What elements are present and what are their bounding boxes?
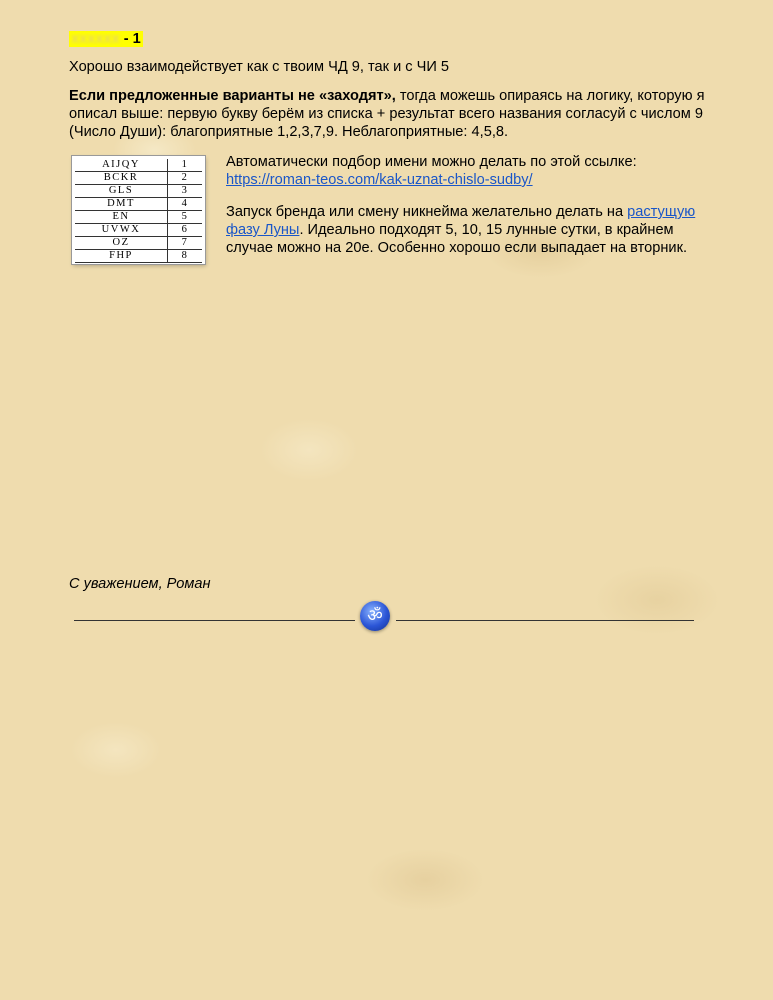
name-heading (69, 30, 709, 48)
letters-cell: FHP (75, 250, 168, 263)
letters-cell: UVWX (75, 224, 168, 237)
table-row (75, 185, 202, 198)
number-cell: 5 (168, 211, 203, 224)
launch-text-before: Запуск бренда или смену никнейма желательно делать на (226, 204, 628, 220)
calculator-link[interactable]: https://roman-teos.com/kak-uznat-chislo-sudby/ (226, 172, 533, 188)
table-row (75, 159, 202, 172)
letters-cell: GLS (75, 185, 168, 198)
compatibility-line: Хорошо взаимодействует как с твоим ЧД 9, так и с ЧИ 5 (69, 59, 450, 75)
number-cell: 1 (168, 159, 203, 172)
letter-number-table (72, 156, 205, 264)
table-row (75, 198, 202, 211)
om-icon: ॐ (360, 601, 390, 631)
advice-paragraph (69, 87, 709, 141)
number-cell: 8 (168, 250, 203, 263)
moon-phase-link[interactable]: растущую фазу Луны (226, 204, 696, 238)
auto-text: Автоматически подбор имени можно делать по этой ссылке: (226, 154, 637, 170)
divider-right (396, 620, 694, 621)
number-cell: 6 (168, 224, 203, 237)
advice-bold: Если предложенные варианты не «заходят», (69, 88, 396, 104)
table-row (75, 224, 202, 237)
divider-left (74, 620, 355, 621)
signature: С уважением, Роман (69, 576, 211, 592)
auto-selection-paragraph (226, 153, 706, 189)
letters-cell: OZ (75, 237, 168, 250)
table-row (75, 237, 202, 250)
launch-text-after: . Идеально подходят 5, 10, 15 лунные сутки, в крайнем случае можно на 20е. Особенно хорошо если выпадает на вторник. (226, 222, 688, 256)
number-cell: 7 (168, 237, 203, 250)
letters-cell: EN (75, 211, 168, 224)
letters-cell: BCKR (75, 172, 168, 185)
launch-paragraph (226, 203, 706, 257)
table-row (75, 250, 202, 263)
advice-text: тогда можешь опираясь на логику, которую я описал выше: первую букву берём из списка + результат всего названия согласуй с числом 9 (Число Души): благоприятные 1,2,3,7,9. Неблагоприятные: 4,5,8. (69, 88, 705, 140)
number-cell: 3 (168, 185, 203, 198)
letters-cell: AIJQY (75, 159, 168, 172)
number-cell: 4 (168, 198, 203, 211)
letters-cell: DMT (75, 198, 168, 211)
table-row (75, 172, 202, 185)
number-cell: 2 (168, 172, 203, 185)
table-row (75, 211, 202, 224)
highlighted-name: xxxxxx - 1 (71, 31, 141, 47)
